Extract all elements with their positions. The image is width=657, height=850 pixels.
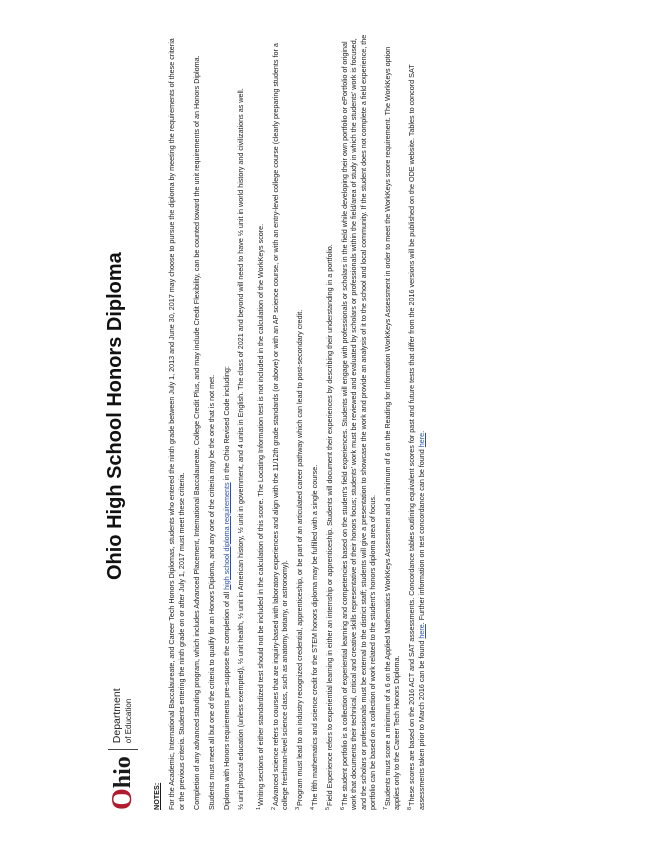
footnote-number: 4	[309, 806, 316, 810]
diploma-requirements-link[interactable]: high school diploma requirements	[221, 482, 231, 590]
footnote-number: 7	[382, 806, 389, 810]
footnote-3	[295, 30, 304, 810]
paragraph-requirements	[222, 30, 231, 810]
footnote-text: Students must score a minimum of a 6 on the Applied Mathematics WorkKeys Assessment and a minimum of 6 on the Reading for Information WorkKeys Assessment in order to meet the WorkKeys score requirement. The WorkKeys option applies only to the Career Tech Honors Diploma.	[382, 46, 402, 810]
footnote-6	[340, 30, 378, 810]
footnote-8	[407, 30, 426, 810]
footnote-text: Advanced science refers to courses that are inquiry-based with laboratory experiences and align with the 11/12th grade standards (or above) or with an AP science course, or with an entry-level college course (clearly preparing students for a college freshman-level science class, such as anatomy, botany, or astronomy).	[270, 43, 290, 810]
footnote-number: 5	[324, 806, 331, 810]
page-title: Ohio High School Honors Diploma	[104, 252, 126, 580]
logo-dept-line1: Department	[111, 688, 123, 744]
footnote-text: These scores are based on the 2016 ACT and SAT assessments. Concordance tables outlining equivalent scores for past and future tests that differ from the 2016 versions will be published on the ODE website. Tables to concord SAT assessments taken prior to March 2016 can be found	[407, 64, 426, 810]
footnote-text: Field Experience refers to experiential learning in either an internship or apprenticeship. Students will document their experiences by describing their understanding in a portfolio.	[324, 244, 334, 806]
footnote-number: 1	[255, 806, 262, 810]
requirements-text: Diploma with Honors requirements pre-suppose the completion of all	[221, 589, 231, 810]
footnote-2	[271, 30, 290, 810]
ohio-department-of-education-logo	[108, 688, 138, 810]
logo-divider	[108, 749, 138, 750]
footnote-text: The student portfolio is a collection of experiential learning and competencies based on the student's field experiences. Students will engage with professionals or scholars in the field while developing their own portfolio or ePortfolio of original work that documents their technical, critical and creative skills representative of their honors focus; students' work must be reviewed and evaluated by scholars or professionals within the field/area of study in which the students' work is focused, and the scholars or professionals must be external to the district staff; students will give a presentation to showcase the work and provide an analysis of it to the school and local community. If the student does not complete a field experience, the portfolio can be based on a collection of work related to the student's honors diploma area of focus.	[339, 34, 377, 810]
paragraph-units: ½ unit physical education (unless exempted), ½ unit health, ½ unit in American history, ½ unit in government, and 4 units in English. The class of 2021 and beyond will need to have ½ unit in world history and civilizations as well.	[236, 88, 246, 810]
logo-wordmark: hio	[110, 756, 136, 789]
footnote-text-middle: . Further information on test concordance can be found	[416, 447, 426, 625]
paragraph-eligibility: For the Academic, International Baccalaureate, and Career Tech Honors Diplomas, students who entered the ninth grade between July 1, 2013 and June 30, 2017 may choose to pursue the diploma by meeting the requirements of these criteria or the previous criteria. Students entering the ninth grade on or after July 1, 2017 must meet these criteria.	[167, 38, 186, 810]
footnote-text: Program must lead to an industry recognized credential, apprenticeship, or be part of an articulated career pathway which can lead to post-secondary credit.	[295, 309, 305, 806]
footnote-1	[256, 30, 265, 810]
footnote-text: Writing sections of either standardized test should not be included in the calculation of this score. The Locating Information test is not included in the calculation of the WorkKeys score.	[255, 223, 265, 806]
concordance-here-link-2[interactable]: here	[416, 432, 426, 448]
logo-dept-line2: of Education	[124, 698, 133, 744]
footnote-text: The fifth mathematics and science credit for the STEM honors diploma may be fulfilled with a single course.	[309, 464, 319, 806]
footnote-text-end: .	[416, 430, 426, 433]
paragraph-advanced-standing: Completion of any advanced standing program, which includes Advanced Placement, International Baccalaureate, College Credit Plus, and may include Credit Flexibility, can be counted toward the unit requirements of an Honors Diploma.	[191, 55, 201, 810]
footnote-number: 3	[295, 806, 302, 810]
footnote-number: 6	[339, 806, 346, 810]
footnote-5	[325, 30, 334, 810]
footnote-number: 8	[407, 806, 414, 810]
document-body	[152, 30, 432, 810]
requirements-text-end: in the Ohio Revised Code including:	[221, 366, 231, 483]
footnote-7	[383, 30, 402, 810]
concordance-here-link-1[interactable]: here	[416, 624, 426, 639]
notes-heading: NOTES:	[152, 782, 161, 810]
logo-department-text	[112, 688, 134, 743]
paragraph-criteria: Students must meet all but one of the criteria to qualify for an Honors Diploma, and any one of the criteria may be the one that is not met.	[206, 374, 216, 810]
footnote-number: 2	[270, 806, 277, 810]
footnote-4	[310, 30, 319, 810]
logo-letter-o: O	[107, 788, 138, 810]
